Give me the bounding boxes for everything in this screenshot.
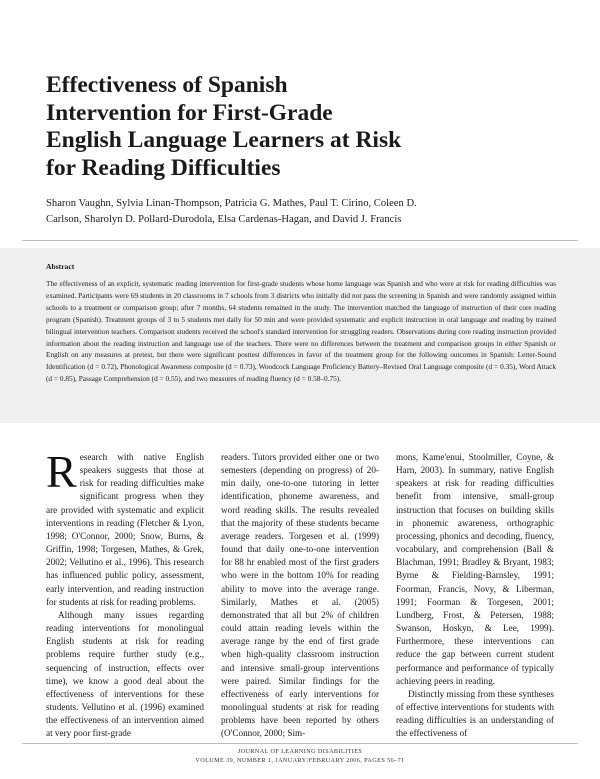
footer-divider xyxy=(22,743,578,744)
body-column-3 xyxy=(396,451,554,740)
author-line: Sharon Vaughn, Sylvia Linan-Thompson, Patricia G. Mathes, Paul T. Cirino, Coleen D. xyxy=(46,198,417,209)
author-list xyxy=(46,196,486,227)
body-column-1 xyxy=(46,446,204,740)
journal-name: JOURNAL OF LEARNING DISABILITIES xyxy=(237,748,363,755)
body-paragraph: Distinctly missing from these syntheses of effective interventions for students with reading difficulties is an understanding of the effectiveness of xyxy=(396,688,554,739)
abstract-box xyxy=(0,248,600,423)
drop-cap: R xyxy=(46,446,77,497)
author-line: Carlson, Sharolyn D. Pollard-Durodola, Elsa Cardenas-Hagan, and David J. Francis xyxy=(46,213,402,225)
abstract-heading: Abstract xyxy=(46,262,75,271)
title-line: Intervention for First-Grade xyxy=(46,99,333,126)
body-column-2 xyxy=(221,451,379,740)
journal-footer xyxy=(0,747,600,765)
title-line: Effectiveness of Spanish xyxy=(46,72,288,98)
title-line: English Language Learners at Risk xyxy=(46,127,402,153)
title-line: for Reading Difficulties xyxy=(46,154,281,181)
body-paragraph: mons, Kame'enui, Stoolmiller, Coyne, & Harn, 2003). In summary, native English speakers at risk for reading difficulties benefit from intensive, small-group instruction that focuses on building skills in phonemic awareness, orthographic processing, phonics and decoding, fluency, vocabulary, and comprehension (Ball & Blachman, 1991; Bradley & Bryant, 1983; Byrne & Fielding-Barnsley, 1991; Foorman, Francis, Novy, & Liberman, 1991; Foorman & Torgesen, 2001; Lundberg, Frost, & Petersen, 1988; Swanson, Hoskyn, & Lee, 1999). Furthermore, these interventions can reduce the gap between current student performance and performance of typically achieving peers in reading. xyxy=(396,452,554,686)
top-divider xyxy=(22,240,578,241)
volume-info: VOLUME 39, NUMBER 1, JANUARY/FEBRUARY 2006, PAGES 56–71 xyxy=(195,757,405,764)
body-paragraph: esearch with native English speakers suggests that those at risk for reading difficulties make significant progress when they are provided with systematic and explicit interventions in reading (Fletcher & Lyon, 1998; O'Connor, 2000; Snow, Burns, & Griffin, 1998; Torgesen, Mathes, & Grek, 2002; Vellutino et al., 1996). This research has influenced public policy, assessment, early intervention, and reading instruction for students at risk for reading problems. xyxy=(46,452,204,607)
abstract-text: The effectiveness of an explicit, systematic reading intervention for first-grade students whose home language was Spanish and who were at risk for reading difficulties was examined. Participants were 69 students in 20 classrooms in 7 schools from 3 districts who initially did not pass the screening in Spanish and were randomly assigned within schools to a treatment or comparison group; after 7 months, 64 students remained in the study. The intervention matched the language of instruction of their core reading program (Spanish). Treatment groups of 3 to 5 students met daily for 50 min and were provided systematic and explicit instruction in oral language and reading by trained bilingual intervention teachers. Comparison students received the school's standard intervention for struggling readers. Observations during core reading instruction provided information about the reading instruction and language use of the teachers. There were no differences between the treatment and comparison groups in either Spanish or English on any measures at pretest, but there were significant posttest differences in favor of the treatment group for the following outcomes in Spanish: Letter-Sound Identification (d = 0.72), Phonological Awareness composite (d = 0.73), Woodcock Language Proficiency Battery–Revised Oral Language composite (d = 0.35), Word Attack (d = 0.85), Passage Comprehension (d = 0.55), and two measures of reading fluency (d = 0.58–0.75). xyxy=(46,279,556,384)
body-paragraph: Although many issues regarding reading interventions for monolingual English students at risk for reading problems require further study (e.g., sequencing of instruction, effects over time), we know a good deal about the effectiveness of interventions for these students. Vellutino et al. (1996) examined the effectiveness of an intervention aimed at very poor first-grade xyxy=(46,609,204,739)
body-paragraph: readers. Tutors provided either one or two semesters (depending on progress) of 20-min daily, one-to-one tutoring in letter identification, phoneme awareness, and word reading skills. The results revealed that the majority of these students became average readers. Torgesen et al. (1999) found that daily one-to-one intervention for 88 hr enabled most of the first graders who were in the bottom 10% for reading ability to move into the average range. Similarly, Mathes et al. (2005) demonstrated that all but 2% of children could attain reading levels within the average range by the end of first grade when high-quality classroom instruction and intensive small-group interventions were paired. Similar findings for the effectiveness of early interventions for monolingual students at risk for reading problems have been reported by others (O'Connor, 2000; Sim- xyxy=(221,452,379,739)
article-title xyxy=(46,72,526,182)
